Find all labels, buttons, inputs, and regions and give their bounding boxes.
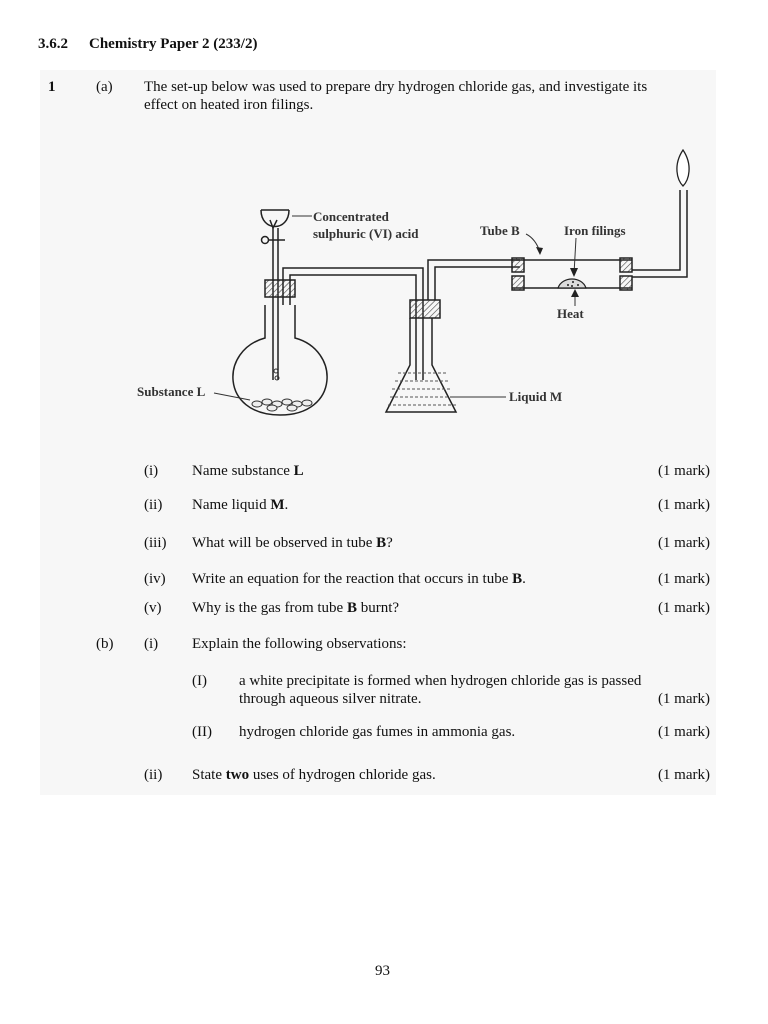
- label-tube-b: Tube B: [480, 223, 520, 238]
- q-b-ii-text: State two uses of hydrogen chloride gas.: [192, 767, 436, 783]
- label-acid-line2: sulphuric (VI) acid: [313, 226, 419, 241]
- label-pointers: [214, 216, 576, 400]
- q-b-I-mark: (1 mark): [657, 691, 710, 707]
- part-a-label: (a): [96, 79, 113, 95]
- q-b-I-number: (I): [192, 673, 207, 689]
- q-b-I-line1: a white precipitate is formed when hydrogen chloride gas is passed: [239, 673, 642, 689]
- exit-tube: [428, 260, 520, 300]
- page-number: 93: [375, 963, 390, 979]
- label-iron-filings: Iron filings: [564, 223, 626, 238]
- q-a-i-text: Name substance L: [192, 463, 304, 479]
- q-a-ii-text: Name liquid M.: [192, 497, 289, 513]
- q-a-iv-text: Write an equation for the reaction that occurs in tube B.: [192, 571, 526, 587]
- part-a-intro-line2: effect on heated iron filings.: [144, 97, 314, 113]
- q-b-ii-mark: (1 mark): [657, 767, 710, 783]
- q-b-II-text: hydrogen chloride gas fumes in ammonia gas.: [239, 724, 516, 740]
- q-a-ii-mark: (1 mark): [657, 497, 710, 513]
- q-b-II-number: (II): [192, 724, 212, 740]
- q-a-v-number: (v): [144, 600, 162, 616]
- apparatus-diagram: [120, 140, 710, 440]
- q-a-ii-number: (ii): [144, 497, 163, 513]
- q-b-i-number: (i): [144, 636, 159, 652]
- conical-flask: [386, 300, 456, 412]
- q-a-iii-mark: (1 mark): [657, 535, 710, 551]
- q-b-i-text: Explain the following observations:: [192, 636, 407, 652]
- q-b-ii-number: (ii): [144, 767, 163, 783]
- delivery-tube: [283, 268, 423, 380]
- round-flask: [233, 280, 327, 415]
- paper-title: Chemistry Paper 2 (233/2): [89, 36, 258, 52]
- q-a-iii-text: What will be observed in tube B?: [192, 535, 393, 551]
- q-a-iv-number: (iv): [144, 571, 166, 587]
- q-a-v-text: Why is the gas from tube B burnt?: [192, 600, 400, 616]
- q-b-II-mark: (1 mark): [657, 724, 710, 740]
- label-acid-line1: Concentrated: [313, 209, 389, 224]
- part-a-intro-line1: The set-up below was used to prepare dry hydrogen chloride gas, and investigate its: [144, 79, 648, 95]
- jet-tube: [632, 190, 687, 277]
- label-liquid-m: Liquid M: [509, 389, 563, 404]
- substance-l-granules: [252, 399, 312, 411]
- liquid-m: [388, 373, 456, 405]
- iron-filings: [558, 279, 586, 288]
- question-number: 1: [48, 79, 56, 95]
- label-substance-l: Substance L: [137, 384, 206, 399]
- label-heat: Heat: [557, 306, 584, 321]
- q-a-i-mark: (1 mark): [657, 463, 710, 479]
- part-b-label: (b): [96, 636, 114, 652]
- q-a-v-mark: (1 mark): [657, 600, 710, 616]
- q-b-I-line2: through aqueous silver nitrate.: [239, 691, 422, 707]
- section-number: 3.6.2: [38, 36, 68, 52]
- q-a-i-number: (i): [144, 463, 159, 479]
- flame-icon: [677, 150, 689, 186]
- label-arrowheads: [536, 247, 579, 297]
- q-a-iii-number: (iii): [144, 535, 167, 551]
- q-a-iv-mark: (1 mark): [657, 571, 710, 587]
